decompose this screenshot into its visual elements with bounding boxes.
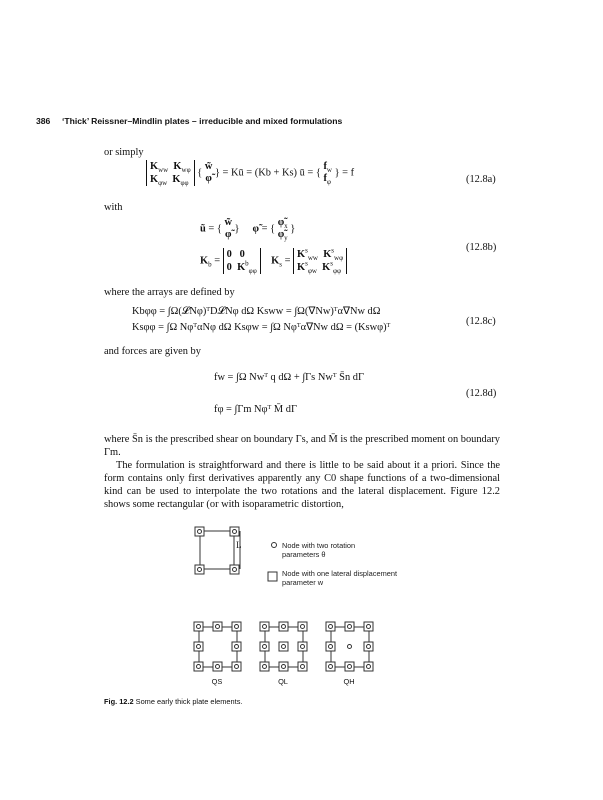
equation-number-12-8a: (12.8a) (466, 174, 496, 185)
qh-nodes (326, 622, 373, 671)
equation-12-8a: $K_{ww}$ $K_{w\varphi}$ $K_{\varphi w}$ $K_{\varphi\varphi}$ { w̃ φ̃ } = Kū = (Kb + Ks) ū = { $f_w$ $f_\varphi$ } = f (146, 160, 354, 186)
node-square (230, 527, 239, 536)
label-L: L (236, 540, 242, 550)
ql-nodes (260, 622, 307, 671)
equation-number-12-8c: (12.8c) (466, 316, 496, 327)
text-where-line: where S̄n is the prescribed shear on boundary Γs, and M̄ is the prescribed moment on boundary Γm. (104, 434, 500, 458)
equation-12-8d-line1: fw = ∫Ω Nwᵀ q dΩ + ∫Γs Nwᵀ S̄n dΓ (214, 372, 364, 383)
text-forces-given: and forces are given by (104, 346, 201, 357)
figure-caption-text: Some early thick plate elements. (135, 697, 243, 706)
equation-12-8b-u: ũ = { w̃ φ̃ } φ̃ = { $\varphĩ_x$ $\varphĩ_y$ } (200, 217, 296, 243)
page-number: 386 (36, 116, 51, 126)
legend-circle-text: Node with two rotation parameters θ (282, 541, 356, 559)
legend-square-text: Node with one lateral displacement parameter w (282, 569, 398, 587)
equation-12-8c-line2: Ksφφ = ∫Ω NφᵀαNφ dΩ Ksφw = ∫Ω Nφᵀα∇Nw dΩ = (Kswφ)ᵀ (132, 322, 391, 333)
node-square (195, 565, 204, 574)
label-qh: QH (343, 677, 355, 686)
equation-number-12-8b: (12.8b) (466, 242, 497, 253)
figure-caption-label: Fig. 12.2 (104, 697, 134, 706)
equation-12-8d-line2: fφ = ∫Γm Nφᵀ M̄ dΓ (214, 404, 297, 415)
text-paragraph: The formulation is straightforward and there is little to be said about it a priori. Since the form contains only first derivatives apparently any C0 shape functions of a two-dimensional kind can be used to interpolate the two rotations and the lateral displacement. Figure 12.2 shows some rectangular (or with isoparametric distortion, (104, 460, 500, 510)
equation-12-8a-f: = f (342, 167, 355, 179)
label-qs: QS (211, 677, 223, 686)
element-qs (199, 627, 237, 667)
node-square (195, 527, 204, 536)
node-square (230, 565, 239, 574)
equation-12-8c-line1: Kbφφ = ∫Ω(𝓛Nφ)ᵀD𝓛Nφ dΩ Ksww = ∫Ω(∇Nw)ᵀα∇Nw dΩ (132, 306, 381, 317)
legend-square-icon (268, 572, 277, 581)
equation-number-12-8d: (12.8d) (466, 388, 497, 399)
label-ql: QL (278, 677, 288, 686)
text-arrays-defined: where the arrays are defined by (104, 287, 235, 298)
equation-12-8a-rhs: = Kū = (Kb + Ks) ū = (222, 167, 316, 179)
text-or-simply: or simply (104, 147, 144, 158)
reference-element (200, 531, 234, 569)
legend-circle-icon (272, 543, 277, 548)
figure-caption (104, 697, 242, 706)
running-title: ‘Thick’ Reissner–Mindlin plates – irreducible and mixed formulations (62, 116, 343, 126)
equation-12-8b-k: $K_b = 0$ 0 0 $K^b_{\varphi\varphi}$ $K_s = K^s_{ww}$ $K^s_{w\varphi}$ $K^s_{\varphi w}$ $K^s_{\varphi\varphi}$ (200, 248, 347, 274)
element-qh (331, 627, 369, 667)
text-with: with (104, 202, 123, 213)
qs-nodes (194, 622, 241, 671)
